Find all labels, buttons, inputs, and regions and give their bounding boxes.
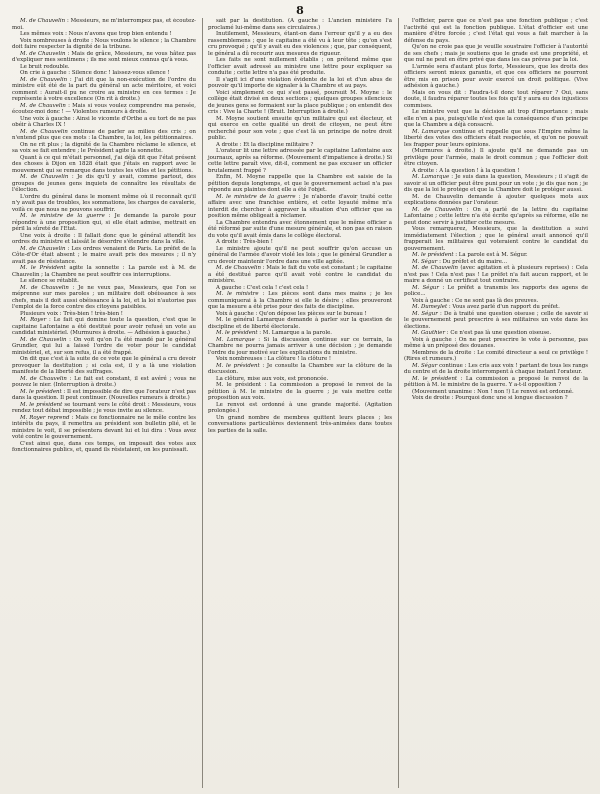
paragraph-text: : J'ai dit que la non-exécution de l'ordre du ministre eût été de la part du général un acte méritoire, et voici comment : Aurait-il pu ne croire au ministre en ces termes : Je représente à votre excellence (On rit à droite.): [12, 76, 196, 102]
paragraph: [12, 77, 196, 103]
paragraph-text: Voix nombreuses à droite : Nous voulons le silence ; la Chambre doit faire respecter la dignité de la tribune.: [12, 37, 196, 50]
paragraph: [404, 174, 588, 194]
speaker-name: M. Dumeylet: [412, 304, 448, 310]
speaker-name: M. de Chauvelin: [216, 265, 261, 271]
paragraph: [208, 402, 392, 415]
paragraph-text: L'orateur lit une lettre adressée par le capitaine Lafontaine aux journaux, après sa réforme. (Mouvement d'impatience à droite.) Si cette lettre paraît vive, dit-il, comment ne pas excuser un officier brutalement frappé ?: [208, 148, 392, 174]
paragraph-text: : On voit qu'on l'a été mandé par le général Grundler, qui lui a laissé l'ordre de voter pour le candidat ministériel, et, sur son refus, il a été frappé.: [12, 336, 196, 356]
paragraph: [12, 103, 196, 116]
paragraph: [12, 38, 196, 51]
paragraph-text: Le ministre veut que la décision ait trop d'importance ; mais elle n'en a pas, puisqu'elle n'est que la conséquence d'un principe que la Chambre a déjà consacré.: [404, 109, 588, 128]
paragraph-text: On dit que c'est à la suite de ce vote que le général a cru devoir provoquer la destitution ; si cela est, il y a là une violation manifeste de la liberté des suffrages.: [12, 356, 196, 375]
paragraph: [404, 226, 588, 252]
page-number: 8: [296, 4, 304, 17]
speaker-name: M. le ministre de la guerre: [216, 193, 296, 200]
speaker-name: M. le président: [412, 252, 454, 258]
paragraph: [404, 44, 588, 64]
paragraph: [12, 415, 196, 441]
paragraph: [12, 174, 196, 194]
paragraph: [12, 265, 196, 278]
speaker-name: M. Royer reprend: [20, 414, 70, 421]
paragraph-text: : Mais le fait du vote est constant ; le capitaine a été destitué parce qu'il avait voté contre le candidat du ministère.: [208, 265, 392, 284]
paragraph-text: La Chambre entendra avec étonnement que le même officier a été réformé par suite d'une mesure générale, et non pas en raison du vote qu'il avait émis dans le collège électoral.: [208, 219, 392, 239]
paragraph-text: (Mouvement unanime : Non ! non !) Le renvoi est ordonné.: [412, 388, 574, 395]
paragraph: [12, 116, 196, 129]
paragraph: [12, 246, 196, 266]
paragraph-text: Quant à ce qui m'était personnel, j'ai déjà dit que l'état présent des choses à Dijon en 1828 était que j'étais en rapport avec le mouvement qui se remarque dans toutes les villes et les pétitions.: [12, 154, 196, 174]
paragraph-text: Voix à gauche : Qu'on dépose les pièces sur le bureau !: [216, 310, 367, 317]
paragraph: [208, 337, 392, 357]
paragraph-text: Voix à gauche : Ce ne sont pas là des preuves.: [412, 297, 539, 304]
paragraph: [404, 265, 588, 285]
paragraph-text: L'ordre du général dans le moment même où il reconnaît qu'il n'y avait pas de troubles, les sommations, les charges de cavalerie, voilà ce que nous ne pouvons souffrir.: [12, 193, 196, 213]
paragraph: [208, 291, 392, 311]
speaker-name: M. Royer: [20, 317, 47, 323]
speaker-name: M. le ministre de la guerre: [20, 213, 105, 219]
paragraph-text: : Je consulte la Chambre sur la clôture de la discussion.: [208, 362, 392, 375]
paragraph-text: Voix nombreuses : La clôture ! la clôture !: [216, 356, 332, 362]
paragraph-text: A gauche : C'est cela ! c'est cela !: [216, 284, 309, 291]
paragraph-text: : Je n'aborde d'avoir traité cette affaire avec une franchise entière, et cette loyauté même m'a interdit de chercher à aggraver la situation d'un officier que sa position même obligeait à réclamer.: [208, 193, 392, 219]
paragraph-text: : Si la discussion continue sur ce terrain, la Chambre ne pourra jamais arriver à une décision ; je demande l'ordre du jour motivé sur les explications du ministre.: [208, 336, 392, 356]
speaker-name: M. le ministre: [216, 291, 259, 297]
paragraph-text: Le ministre ajoute qu'il ne peut souffrir qu'on accuse un général de l'armée d'avoir violé les lois ; que le général Grundler a cru devoir maintenir l'ordre dans une ville agitée.: [208, 245, 392, 265]
paragraph-text: : Je dis qu'il y avait, comme partout, des groupes de jeunes gens inquiets de connaître les résultats de l'élection.: [12, 174, 196, 193]
paragraph: [208, 194, 392, 220]
speaker-name: M. de Chauvelin: [20, 245, 66, 252]
paragraph-text: Une voix à gauche : Ainsi le vicomte d'Orthe a eu tort de ne pas obéir à Charles IX !: [12, 115, 196, 128]
paragraph-text: : Les ordres venaient de Paris. Le préfet de la Côte-d'Or était absent ; le maire avait pris des mesures ; il n'y avait pas de résistance.: [12, 245, 196, 265]
paragraph-text: M. le général Lamarque demande à parler sur la question de discipline et de liberté électorale.: [208, 317, 392, 330]
paragraph-text: Il s'agit ici d'une violation évidente de la loi et d'un abus de pouvoir qu'il importe de signaler à la Chambre et au pays.: [208, 76, 392, 89]
paragraph: [12, 213, 196, 233]
speaker-name: M. de Chauvelin: [20, 50, 66, 57]
speaker-name: M. Ségur: [412, 362, 438, 369]
speaker-name: M. Lamarque: [412, 174, 450, 180]
paragraph: [404, 194, 588, 207]
paragraph: [208, 174, 392, 194]
paragraph: [12, 337, 196, 357]
speaker-name: M. de Chauvelin: [20, 102, 66, 109]
paragraph-text: Voici simplement ce qui s'est passé, poursuit M. Moyne : le collège était divisé en deux sections ; quelques groupes silencieux de jeunes gens se formaient sur la place publique ; on entendit des cris : Vive la Charte ! (Bruit. Interruption à droite.): [208, 89, 392, 115]
speaker-name: M. Ségur: [412, 258, 438, 265]
speaker-name: M. de Chauvelin: [412, 206, 463, 213]
speaker-name: M. de Chauvelin: [20, 284, 69, 291]
paragraph-text: Qu'on ne croie pas que je veuille soustraire l'officier à l'autorité de ses chefs ; mais je soutiens que le grade est une propriété, et que nul ne peut en être privé que dans les cas prévus par la loi.: [404, 44, 588, 63]
paragraph-text: : La parole est à M. Ségur.: [455, 252, 528, 258]
column-right: [398, 18, 588, 788]
paragraph: [404, 64, 588, 90]
paragraph: [404, 109, 588, 129]
speaker-name: M. le président: [412, 375, 458, 382]
paragraph-text: Un grand nombre de membres quittent leurs places ; les conversations particulières deviennent très-animées dans toutes les parties de la salle.: [208, 414, 392, 434]
paragraph: [404, 395, 588, 402]
paragraph: [208, 148, 392, 174]
speaker-name: M. de Chauvelin: [412, 265, 459, 271]
paragraph-text: A droite : A la question ! à la question !: [412, 167, 520, 174]
speaker-name: M. Lamarque: [216, 336, 255, 343]
paragraph: [12, 356, 196, 376]
paragraph: [404, 148, 588, 168]
paragraph-text: (Murmures à droite.) Il ajoute qu'il ne demande pas un privilège pour l'armée, mais le droit commun ; que l'officier doit être citoyen.: [404, 148, 588, 167]
speaker-name: M. de Chauvelin: [20, 18, 66, 24]
paragraph-text: A droite : Et la discipline militaire ?: [216, 141, 314, 148]
paragraph: [12, 155, 196, 175]
paragraph: [404, 337, 588, 350]
paragraph-text: Mais on vous dit : Faudra-t-il donc tout réparer ? Oui, sans doute, il faudra réparer toutes les fois qu'il y aura eu des injustices commises.: [404, 89, 588, 109]
paragraph-text: Le bruit redouble.: [20, 63, 70, 70]
paragraph: [12, 51, 196, 64]
paragraph-text: : On a parlé de la lettre du capitaine Lafontaine ; cette lettre n'a été écrite qu'après sa réforme, elle ne peut donc servir à justifier cette mesure.: [404, 206, 588, 226]
paragraph: [208, 90, 392, 116]
paragraph-text: : Messieurs, ne m'interrompez pas, et écoutez-moi.: [12, 18, 196, 31]
text-columns: [12, 18, 588, 788]
paragraph-text: Le silence se rétablit.: [20, 278, 79, 284]
paragraph-text: : Mais de grâce, Messieurs, ne vous hâtez pas d'expliquer mes sentimens ; ils me sont mieux connus qu'à vous.: [12, 50, 196, 63]
paragraph-text: On ne rit plus ; la dignité de la Chambre réclame le silence, et sa voix se fait entendre ; le Président agite la sonnette.: [12, 141, 196, 154]
paragraph: [404, 18, 588, 44]
paragraph-text: (avec agitation et à plusieurs reprises) : Cela n'est pas ! Cela n'est pas ! Le préfet n'a fait aucun rapport, et le maire a donné un certificat tout contraire.: [404, 265, 588, 284]
speaker-name: M. le président: [216, 330, 258, 336]
paragraph-text: Les faits ne sont nullement établis ; on prétend même que l'officier avait adressé au ministre une lettre pour expliquer sa conduite ; cette lettre n'a pas été produite.: [208, 57, 392, 76]
paragraph-text: M. de Chauvelin demande à ajouter quelques mots aux explications données par l'orateur.: [404, 193, 588, 206]
paragraph-text: L'armée sera d'autant plus forte, Messieurs, que les droits des officiers seront mieux garantis, et que ces officiers ne pourront être mis en prison pour avoir exercé un droit politique. (Vive adhésion à gauche.): [404, 63, 588, 89]
speaker-name: M. le président: [20, 401, 63, 408]
paragraph: [12, 18, 196, 31]
paragraph-text: Voix de droite : Pourquoi donc une si longue discussion ?: [412, 395, 568, 401]
speaker-name: M. de Chauvelin: [20, 174, 69, 180]
paragraph-text: La clôture, mise aux voix, est prononcée.: [216, 375, 329, 382]
speaker-name: M. le Président: [20, 265, 66, 271]
paragraph-text: Les mêmes voix : Nous n'avons que trop bien entendu !: [20, 31, 172, 37]
paragraph-text: On crie à gauche : Silence donc ! laissez-vous silence !: [20, 70, 170, 76]
paragraph: [12, 142, 196, 155]
speaker-name: M. Ségur: [412, 310, 438, 317]
paragraph: [208, 57, 392, 77]
paragraph-text: : Du préfet et du maire...: [439, 258, 508, 265]
paragraph: [208, 246, 392, 266]
paragraph: [208, 317, 392, 330]
paragraph-text: : Je suis dans la question, Messieurs ; il s'agit de savoir si un officier peut être puni pour un vote ; je dis que non ; je dis que la loi le protège et que la Chambre doit le protéger aussi.: [404, 174, 588, 193]
paragraph: [12, 317, 196, 337]
paragraph: [208, 265, 392, 285]
paragraph-text: Membres de la droite : Le comité directeur a seul ce privilège ! (Rires et rumeurs.): [404, 349, 588, 362]
paragraph-text: se tournant vers le côté droit : Messieurs, vous rendez tout débat impossible ; je vous invite au silence.: [12, 401, 196, 414]
paragraph-text: : Le préfet a transmis les rapports des agens de police...: [404, 284, 588, 297]
column-left: [12, 18, 196, 788]
paragraph: [208, 116, 392, 142]
paragraph-text: continue de parler au milieu des cris ; on n'entend plus que ces mots : la Chambre, la loi, les pétitionnaires.: [12, 128, 196, 141]
paragraph-text: : Je demande la parole pour répondre à une proposition qui, si elle était admise, mettrait en péril la sûreté de l'Etat.: [12, 213, 196, 232]
paragraph-text: M. le président : La commission a proposé le renvoi de la pétition à M. le ministre de la guerre ; je vais mettre cette proposition aux voix.: [208, 382, 392, 401]
paragraph: [208, 220, 392, 240]
paragraph: [12, 129, 196, 142]
paragraph: [208, 18, 392, 31]
paragraph-text: : Ce n'est pas là une question oiseuse.: [446, 330, 552, 336]
paragraph-text: : La commission a proposé le renvoi de la pétition à M. le ministre de la guerre. Y a-t-il opposition ?: [404, 375, 588, 388]
paragraph-text: l'officier, parce que ce n'est pas une fonction publique ; c'est l'activité qui est la fonction publique. L'état d'officier est une manière d'être forcée ; c'est l'état qui vous a fait marcher à la défense du pays.: [404, 18, 588, 44]
paragraph-text: agite la sonnette : La parole est à M. de Chauvelin ; la Chambre ne peut souffrir ces interruptions.: [12, 265, 196, 278]
paragraph-text: : Les pièces sont dans mes mains ; je les communiquerai à la Chambre si elle le désire ; elles prouveront que la mesure a été prise pour des faits de discipline.: [208, 291, 392, 310]
paragraph-text: Une voix à droite : Il fallait donc que le général attendît les ordres du ministre et laissât le désordre s'étendre dans la ville.: [12, 232, 196, 245]
paragraph-text: : M. Lamarque a la parole.: [259, 330, 332, 336]
paragraph-text: Vous remarquerez, Messieurs, que la destitution a suivi immédiatement l'élection ; que le général avait annoncé qu'il frapperait les militaires qui voteraient contre le candidat du gouvernement.: [404, 226, 588, 252]
paragraph: [208, 415, 392, 435]
speaker-name: M. le président: [216, 362, 260, 369]
paragraph-text: : Le fait est constant, il est avéré ; vous ne pouvez le nier. (Interruption à droite.): [12, 375, 196, 388]
paragraph-text: continue : Les cris aux voix ! partant de tous les rangs du centre et de la droite interrompent à chaque instant l'orateur.: [404, 362, 588, 375]
paragraph-text: Plusieurs voix : Très-bien ! très-bien !: [20, 310, 123, 317]
paragraph: [12, 194, 196, 214]
paragraph: [208, 77, 392, 90]
speaker-name: M. le président: [20, 388, 62, 395]
paragraph: [12, 233, 196, 246]
paragraph-text: : De à traité une question oiseuse ; celle de savoir si le gouvernement peut prescrire à ses militaires un vote dans les élections.: [404, 310, 588, 330]
speaker-name: M. de Chauvelin: [20, 128, 68, 135]
paragraph-text: Inutilement, Messieurs, étant-on dans l'erreur qu'il y a eu des rassemblemens ; que le capitaine a été vu à leur tête ; qu'on s'est cru provoqué ; qu'il y avait eu des violences ; que, par conséquent, le général a dû recourir aux mesures de rigueur.: [208, 31, 392, 57]
paragraph: [208, 382, 392, 402]
paragraph: [404, 376, 588, 389]
paragraph: [404, 311, 588, 331]
paragraph-text: Voix à gauche : On ne peut prescrire le vote à personne, pas même à un préposé des douanes.: [404, 336, 588, 349]
paragraph-text: : Mais ce fonctionnaire ne le mêle contre les intérêts du pays, il remettra au président son bulletin plié, et le ministre le voit, il se présentera devant lui et lui dira : Vous avez voté contre le gouvernement.: [12, 414, 196, 440]
paragraph: [12, 389, 196, 402]
paragraph-text: sait par la destitution. (A gauche : L'ancien ministère l'a proclamé lui-même dans ses circulaires.): [208, 18, 392, 31]
column-middle: [202, 18, 392, 788]
speaker-name: M. de Chauvelin: [20, 336, 67, 343]
paragraph: [404, 129, 588, 149]
paragraph-text: : Vous avez parlé d'un rapport du préfet.: [448, 304, 560, 310]
speaker-name: M. Gauthier: [412, 330, 446, 336]
paragraph-text: C'est ainsi que, dans ces temps, on imposait des votes aux fonctionnaires publics, et, quand ils résistaient, on les punissait.: [12, 440, 196, 453]
speaker-name: M. Ségur: [412, 284, 439, 291]
paragraph: [12, 441, 196, 454]
paragraph: [404, 207, 588, 227]
paragraph: [208, 31, 392, 57]
paragraph-text: : Je ne veux pas, Messieurs, que l'on se méprenne sur mes paroles ; un militaire doit obéissance à ses chefs, mais il doit aussi obéissance à la loi, et la loi n'autorise pas l'emploi de la force contre des citoyens paisibles.: [12, 284, 196, 310]
paragraph-text: : Il est impossible de dire que l'orateur n'est pas dans la question. Il peut continuer. (Nouvelles rumeurs à droite.): [12, 388, 196, 401]
paragraph: [404, 90, 588, 110]
paragraph-text: Enfin, M. Moyne rappelle que la Chambre est saisie de la pétition depuis longtemps, et que le gouvernement actuel n'a pas répondu aux plaintes dont elle a été l'objet.: [208, 174, 392, 193]
paragraph: [12, 402, 196, 415]
speaker-name: M. de Chauvelin: [20, 375, 67, 382]
paragraph-text: continue et rappelle que sous l'Empire même la liberté des votes des officiers était respectée, et qu'on ne pouvait les frapper pour leurs opinions.: [404, 128, 588, 148]
paragraph-text: Le renvoi est ordonné à une grande majorité. (Agitation prolongée.): [208, 401, 392, 414]
speaker-name: M. Lamarque: [412, 128, 450, 135]
paragraph: [404, 363, 588, 376]
paragraph: [404, 285, 588, 298]
paragraph-text: : Mais si vous voulez comprendre ma pensée, écoutez-moi donc ! — Violentes rumeurs à droite.: [12, 102, 196, 115]
paragraph-text: : Le fait qui domine toute la question, c'est que le capitaine Lafontaine a été destitué pour avoir refusé un vote au candidat ministériel. (Murmures à droite. — Adhésion à gauche.): [12, 317, 196, 336]
paragraph: [404, 350, 588, 363]
speaker-name: M. de Chauvelin: [20, 76, 68, 83]
paragraph: [12, 376, 196, 389]
paragraph: [208, 363, 392, 376]
paragraph: [12, 285, 196, 311]
paragraph-text: M. Moyne soutient ensuite qu'un militaire qui est électeur, et qui exerce en cette qualité un droit de citoyen, ne peut être recherché pour son vote ; que c'est là un principe de notre droit public.: [208, 115, 392, 141]
paragraph-text: A droite : Très-bien !: [216, 239, 273, 245]
